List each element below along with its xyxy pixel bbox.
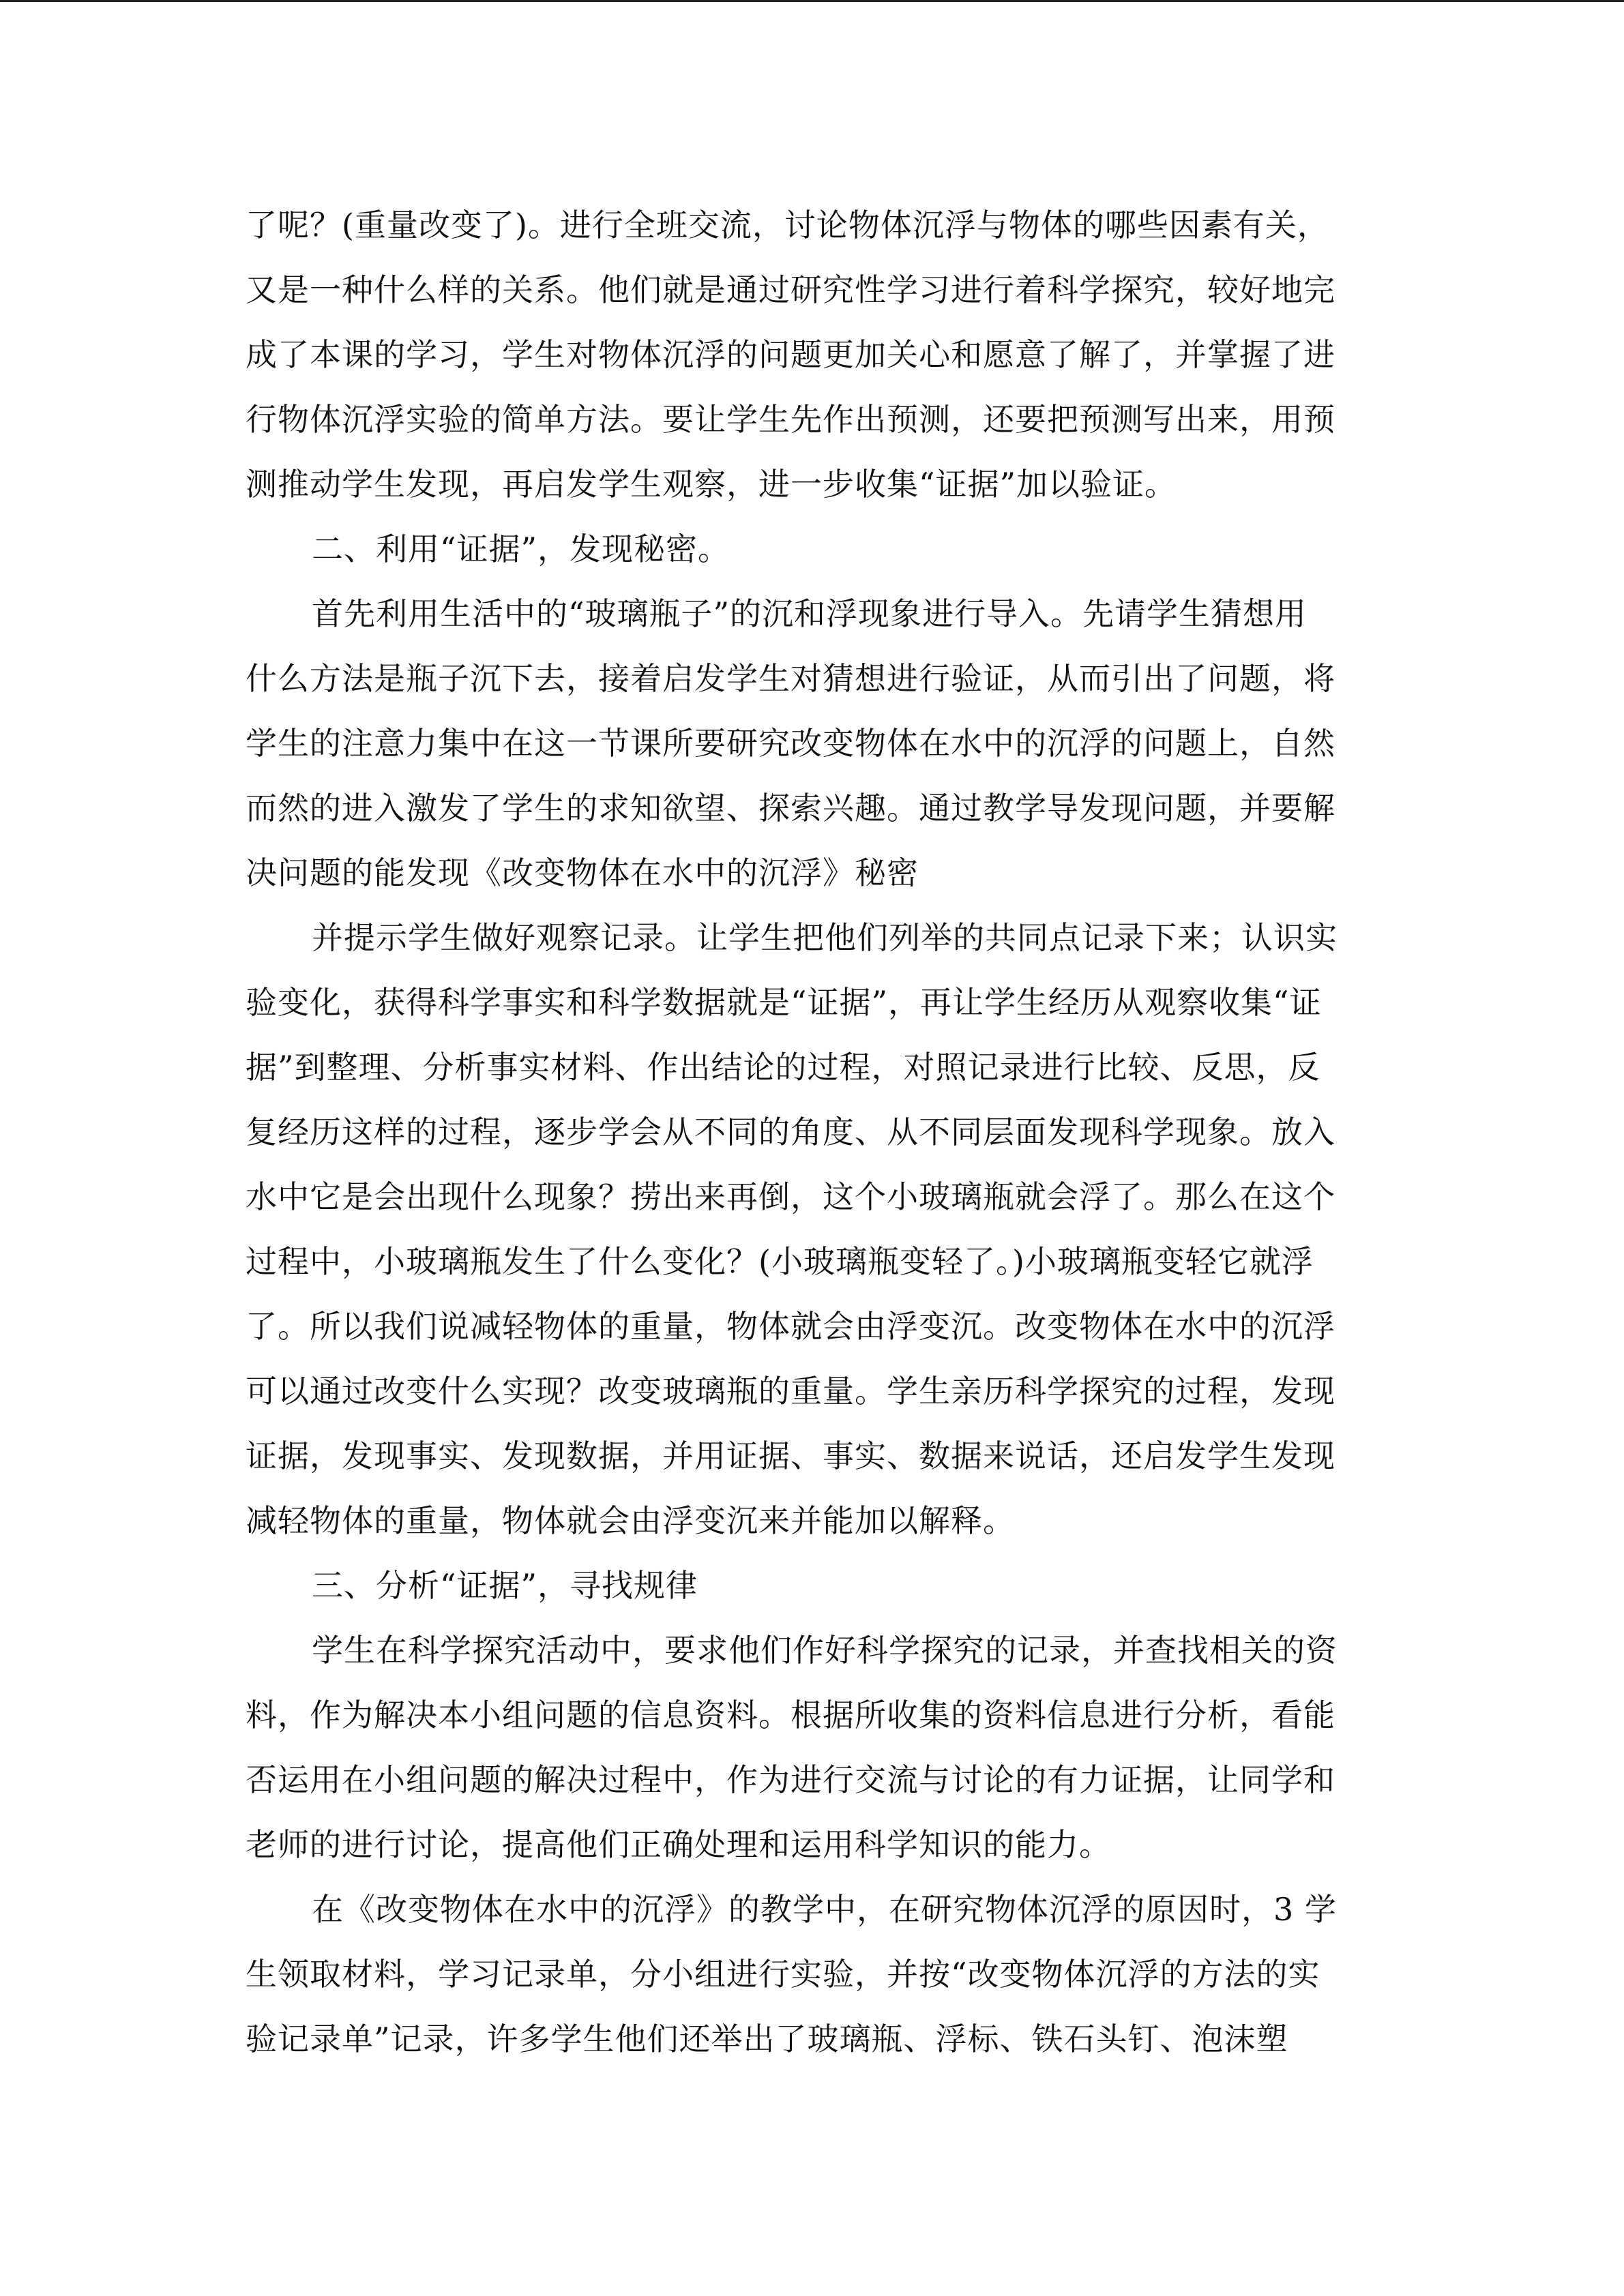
- text-line: 又是一种什么样的关系。他们就是通过研究性学习进行着科学探究，较好地完: [246, 271, 1335, 308]
- body-text: [246, 193, 1364, 2072]
- text-line: 并提示学生做好观察记录。让学生把他们列举的共同点记录下来；认识实: [312, 919, 1338, 956]
- text-line: 决问题的能发现《改变物体在水中的沉浮》秘密: [246, 854, 919, 891]
- text-line: 据”到整理、分析事实材料、作出结论的过程，对照记录进行比较、反思，反: [246, 1049, 1320, 1086]
- text-line: 行物体沉浮实验的简单方法。要让学生先作出预测，还要把预测写出来，用预: [246, 401, 1335, 438]
- text-line: 学生的注意力集中在这一节课所要研究改变物体在水中的沉浮的问题上，自然: [246, 725, 1335, 762]
- text-line: 老师的进行讨论，提高他们正确处理和运用科学知识的能力。: [246, 1826, 1111, 1863]
- text-line: 首先利用生活中的“玻璃瓶子”的沉和浮现象进行导入。先请学生猜想用: [312, 595, 1308, 632]
- text-line: 减轻物体的重量，物体就会由浮变沉来并能加以解释。: [246, 1502, 1015, 1539]
- text-line: 而然的进入激发了学生的求知欲望、探索兴趣。通过教学导发现问题，并要解: [246, 790, 1335, 826]
- text-line: 过程中，小玻璃瓶发生了什么变化？(小玻璃瓶变轻了。)小玻璃瓶变轻它就浮: [246, 1243, 1314, 1280]
- text-line: 二、利用“证据”，发现秘密。: [312, 531, 730, 567]
- text-line: 料，作为解决本小组问题的信息资料。根据所收集的资料信息进行分析，看能: [246, 1697, 1335, 1733]
- text-line: 水中它是会出现什么现象？捞出来再倒，这个小玻璃瓶就会浮了。那么在这个: [246, 1178, 1335, 1215]
- text-line: 验记录单”记录，许多学生他们还举出了玻璃瓶、浮标、铁石头钉、泡沫塑: [246, 2021, 1288, 2057]
- text-line: 了。所以我们说减轻物体的重量，物体就会由浮变沉。改变物体在水中的沉浮: [246, 1308, 1335, 1345]
- text-line: 学生在科学探究活动中，要求他们作好科学探究的记录，并查找相关的资: [312, 1632, 1338, 1669]
- text-line: 什么方法是瓶子沉下去，接着启发学生对猜想进行验证，从而引出了问题，将: [246, 660, 1335, 697]
- text-line: 验变化，获得科学事实和科学数据就是“证据”，再让学生经历从观察收集“证: [246, 984, 1322, 1021]
- text-line: 三、分析“证据”，寻找规律: [312, 1567, 698, 1604]
- text-line: 可以通过改变什么实现？改变玻璃瓶的重量。学生亲历科学探究的过程，发现: [246, 1373, 1335, 1410]
- text-line: 生领取材料，学习记录单，分小组进行实验，并按“改变物体沉浮的方法的实: [246, 1956, 1320, 1993]
- text-line: 在《改变物体在水中的沉浮》的教学中，在研究物体沉浮的原因时，3 学: [312, 1891, 1337, 1928]
- text-line: 测推动学生发现，再启发学生观察，进一步收集“证据”加以验证。: [246, 466, 1177, 503]
- text-line: 复经历这样的过程，逐步学会从不同的角度、从不同层面发现科学现象。放入: [246, 1114, 1335, 1150]
- text-line: 成了本课的学习，学生对物体沉浮的问题更加关心和愿意了解了，并掌握了进: [246, 336, 1335, 373]
- text-line: 否运用在小组问题的解决过程中，作为进行交流与讨论的有力证据，让同学和: [246, 1761, 1335, 1798]
- page-top-border: [0, 0, 1624, 2]
- text-line: 了呢？(重量改变了)。进行全班交流，讨论物体沉浮与物体的哪些因素有关，: [246, 207, 1329, 243]
- text-line: 证据，发现事实、发现数据，并用证据、事实、数据来说话，还启发学生发现: [246, 1437, 1335, 1474]
